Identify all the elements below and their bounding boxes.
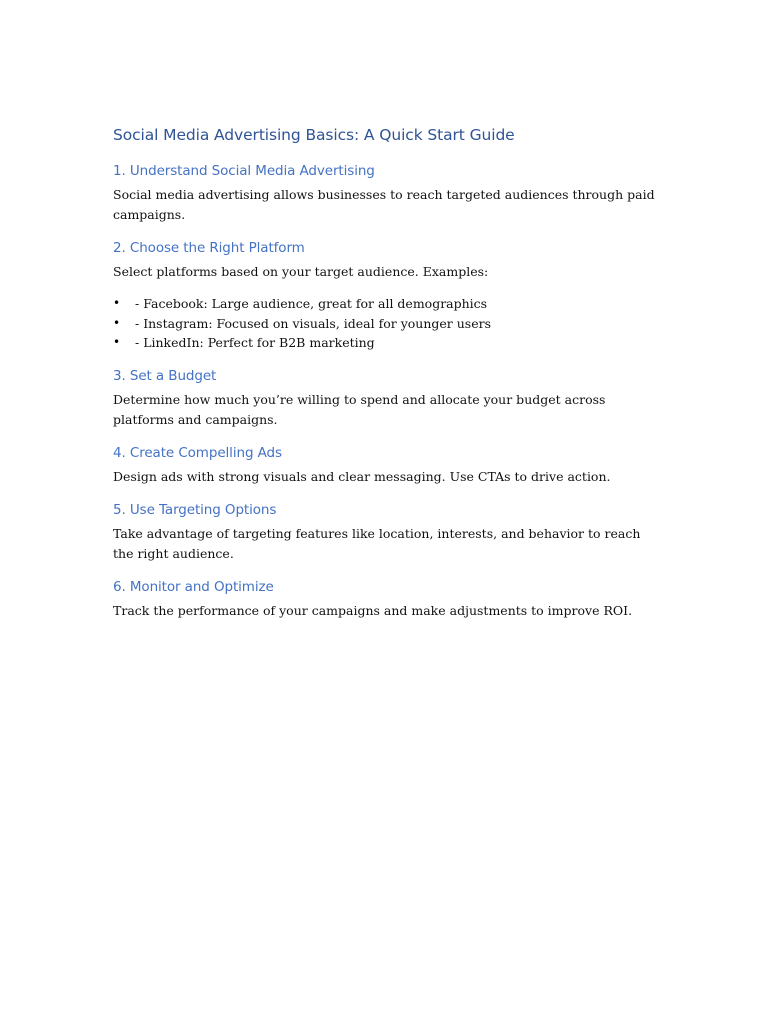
list-item <box>113 333 658 353</box>
section-heading: 4. Create Compelling Ads <box>113 444 282 461</box>
bullet-icon: • <box>113 335 121 349</box>
list-item <box>113 314 658 334</box>
section-body: Social media advertising allows businesses to reach targeted audiences through paid campaigns. <box>113 187 655 222</box>
list-item-text: - Facebook: Large audience, great for all demographics <box>135 296 488 311</box>
platform-list <box>113 294 658 353</box>
section-heading: 6. Monitor and Optimize <box>113 578 274 595</box>
section-body: Take advantage of targeting features like location, interests, and behavior to reach the right audience. <box>113 525 641 561</box>
section-heading: 5. Use Targeting Options <box>113 501 277 518</box>
section-body: Design ads with strong visuals and clear messaging. Use CTAs to drive action. <box>113 468 611 484</box>
section-ads <box>113 444 658 487</box>
document-title: Social Media Advertising Basics: A Quick Start Guide <box>113 126 515 144</box>
section-heading: 2. Choose the Right Platform <box>113 240 305 256</box>
bullet-icon: • <box>113 296 121 310</box>
section-platform <box>113 239 658 353</box>
list-item-text: - Instagram: Focused on visuals, ideal for younger users <box>135 315 491 331</box>
section-understand <box>113 162 658 225</box>
section-heading: 1. Understand Social Media Advertising <box>113 163 375 179</box>
section-budget <box>113 367 658 430</box>
section-monitor <box>113 578 658 621</box>
section-targeting <box>113 501 658 564</box>
list-item <box>113 294 658 314</box>
bullet-icon: • <box>113 315 121 330</box>
section-body: Select platforms based on your target audience. Examples: <box>113 264 489 279</box>
section-body: Determine how much you’re willing to spend and allocate your budget across platforms and campaigns. <box>113 391 606 427</box>
list-item-text: - LinkedIn: Perfect for B2B marketing <box>135 335 375 350</box>
section-body: Track the performance of your campaigns and make adjustments to improve ROI. <box>113 602 633 618</box>
document-content <box>113 124 658 635</box>
section-heading: 3. Set a Budget <box>113 367 217 384</box>
